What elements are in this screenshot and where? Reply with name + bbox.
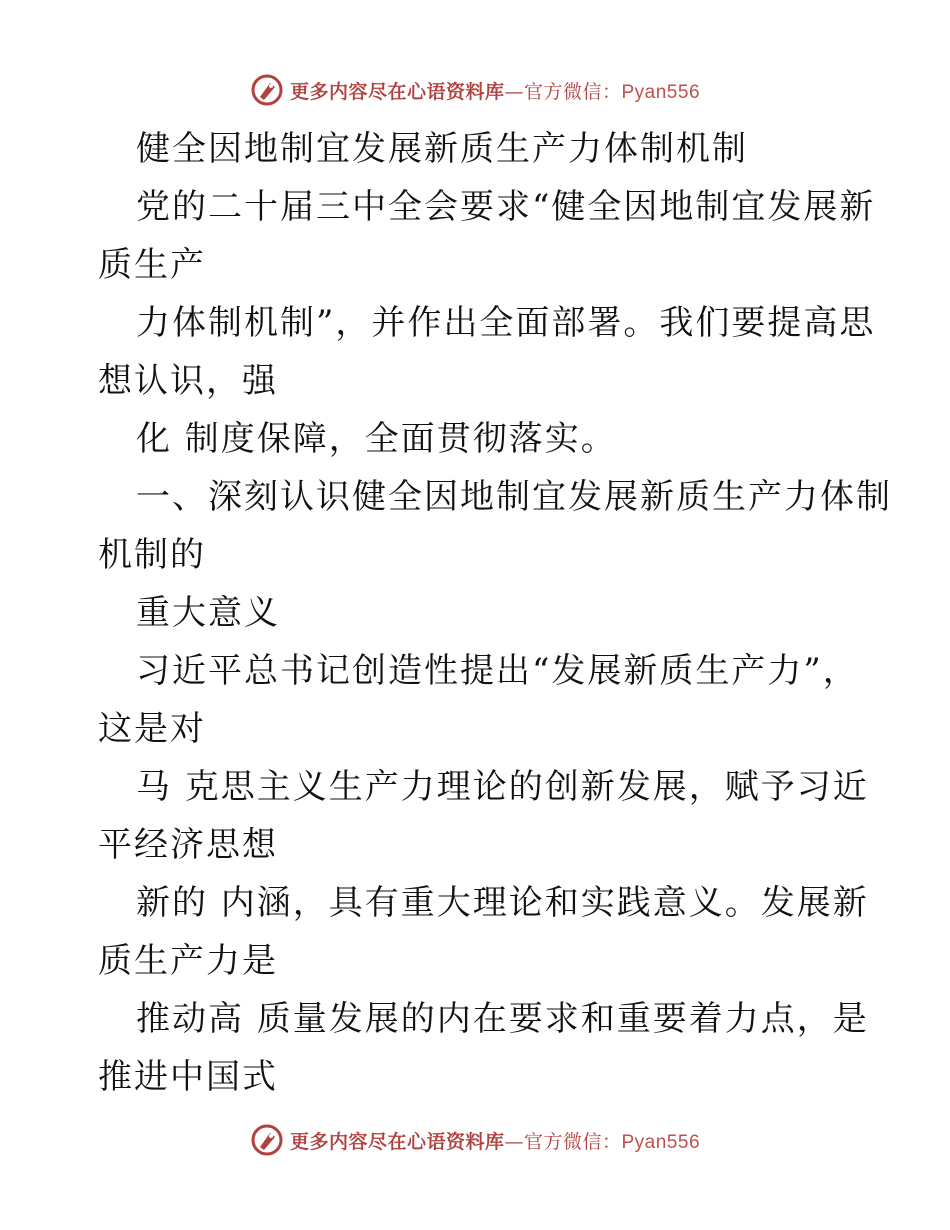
paragraph-line: 党的二十届三中全会要求“健全因地制宜发展新 (136, 187, 876, 227)
watermark-brand: 更多内容尽在心语资料库 (289, 1130, 505, 1153)
paragraph-line: 力体制机制”，并作出全面部署。我们要提高思 (136, 303, 876, 343)
watermark-wechat-id: Pyan556 (621, 1131, 701, 1153)
section-heading-line: 重大意义 (136, 593, 280, 633)
paragraph-line: 质生产力是 (98, 941, 278, 981)
pen-nib-logo-icon (250, 1123, 284, 1157)
watermark-wechat-label: 官方微信： (523, 80, 622, 103)
paragraph-line: 马 克思主义生产力理论的创新发展，赋予习近 (136, 767, 869, 807)
paragraph-line: 这是对 (98, 709, 206, 749)
watermark-dash: — (504, 1130, 524, 1153)
section-heading-line: 机制的 (98, 535, 206, 575)
paragraph-line: 平经济思想 (98, 825, 278, 865)
section-heading-line: 一、深刻认识健全因地制宜发展新质生产力体制 (136, 477, 892, 517)
header-watermark (0, 70, 950, 110)
paragraph-line: 推动高 质量发展的内在要求和重要着力点，是 (136, 999, 869, 1039)
paragraph-line: 习近平总书记创造性提出“发展新质生产力”， (136, 651, 859, 691)
document-body (98, 120, 892, 1106)
watermark-wechat-label: 官方微信： (523, 1130, 622, 1153)
paragraph-line: 化 制度保障，全面贯彻落实。 (136, 419, 617, 459)
document-title: 健全因地制宜发展新质生产力体制机制 (136, 129, 748, 169)
paragraph-line: 想认识，强 (98, 361, 278, 401)
paragraph-line: 推进中国式 (98, 1057, 278, 1097)
watermark-text (290, 1127, 700, 1154)
paragraph-line: 质生产 (98, 245, 206, 285)
watermark-brand: 更多内容尽在心语资料库 (289, 80, 505, 103)
pen-nib-logo-icon (250, 73, 284, 107)
footer-watermark (0, 1120, 950, 1160)
watermark-wechat-id: Pyan556 (621, 81, 701, 103)
watermark-dash: — (504, 80, 524, 103)
watermark-text (290, 77, 700, 104)
paragraph-line: 新的 内涵，具有重大理论和实践意义。发展新 (136, 883, 869, 923)
